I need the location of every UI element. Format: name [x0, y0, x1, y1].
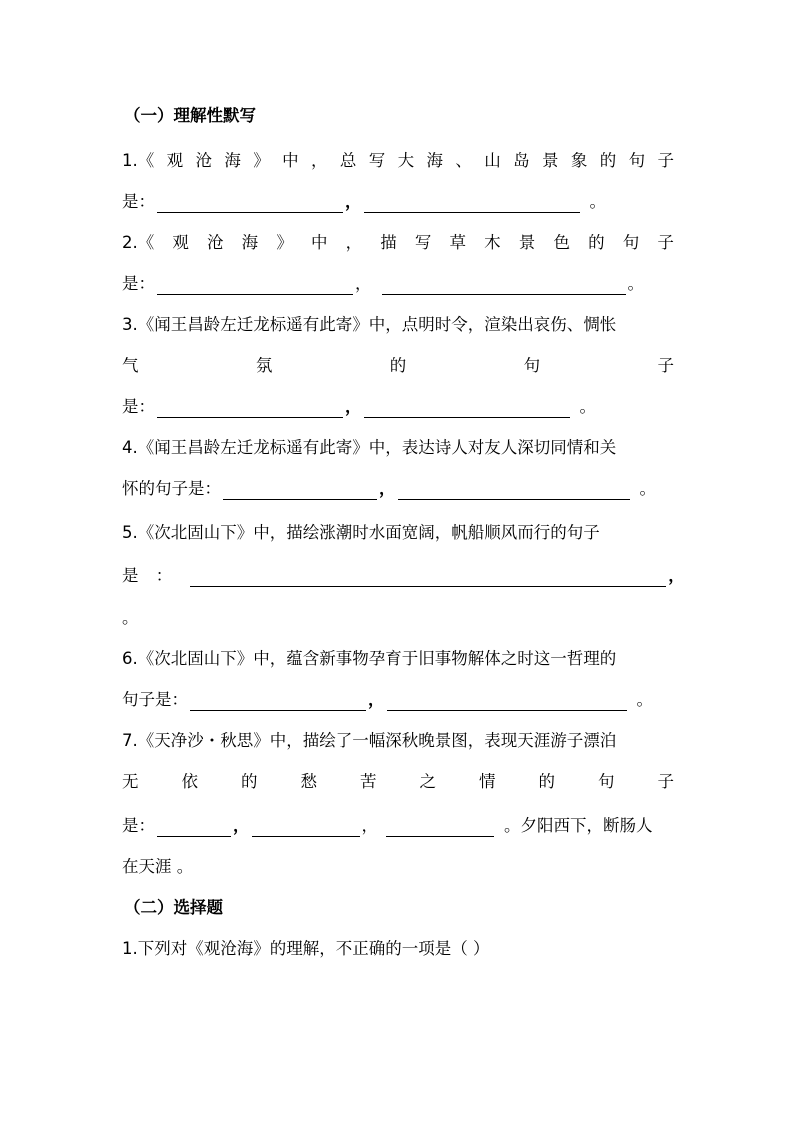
text-char: 句	[622, 233, 640, 252]
answer-blank[interactable]	[157, 814, 231, 837]
question-5-line-3	[122, 603, 674, 633]
text-char: 氛	[255, 356, 273, 375]
question-4-line-1: 4.《闻王昌龄左迁龙标遥有此寄》中，表达诗人对友人深切同情和关	[122, 438, 617, 457]
choice-question-1: 1.下列对《观沧海》的理解，不正确的一项是（ ）	[122, 939, 490, 958]
question-7-line-2	[122, 767, 674, 797]
answer-blank[interactable]	[157, 190, 343, 213]
question-2-line-2	[122, 269, 674, 299]
answer-prefix: 怀的句子是：	[122, 479, 221, 498]
text-char: 草	[449, 233, 467, 252]
question-7-line-3	[122, 811, 674, 841]
text-char: 沧	[195, 151, 212, 170]
text-char: 子	[657, 356, 674, 375]
text-char: 色	[553, 233, 570, 252]
section-heading-multiple-choice: （二）选择题	[124, 898, 223, 917]
question-number: 1.	[122, 151, 138, 170]
text-char: 子	[657, 233, 674, 252]
text-char: 写	[414, 233, 432, 252]
answer-prefix: 是：	[122, 274, 155, 293]
text-char: 气	[122, 356, 139, 375]
question-1-line-2	[122, 187, 674, 217]
text-char: 之	[419, 772, 436, 791]
answer-blank[interactable]	[382, 272, 626, 295]
question-3-line-3	[122, 392, 674, 422]
text-char: 》	[253, 151, 270, 170]
text-char: 《	[137, 233, 155, 252]
text-char: 景	[542, 151, 559, 170]
question-7-line-4: 在天涯 。	[122, 857, 194, 876]
question-3-line-2	[122, 351, 674, 381]
text-char: 观	[172, 233, 189, 252]
period: 。	[639, 479, 656, 498]
text-char: 描	[380, 233, 397, 252]
comma: ，	[368, 690, 385, 709]
text-char: 象	[570, 151, 588, 170]
text-char: 《	[137, 151, 155, 170]
answer-blank[interactable]	[190, 688, 366, 711]
line-tail: 。夕阳西下，断肠人	[504, 816, 653, 835]
answer-blank[interactable]	[190, 564, 666, 587]
text-char: ，	[345, 233, 363, 252]
question-6-line-2	[122, 685, 674, 715]
section-heading-dictation: （一）理解性默写	[124, 106, 256, 125]
text-char: 写	[368, 151, 386, 170]
period: 。	[636, 690, 653, 709]
question-6-line-1: 6.《次北固山下》中，蕴含新事物孕育于旧事物解体之时这一哲理的	[122, 649, 617, 668]
text-char: 无	[122, 772, 139, 791]
text-char: 的	[588, 233, 605, 252]
question-1-line-1	[122, 146, 674, 176]
comma: ，	[361, 816, 378, 835]
question-number: 2.	[122, 233, 138, 252]
answer-prefix: 是：	[122, 816, 155, 835]
text-char: 沧	[207, 233, 224, 252]
comma: ，	[345, 397, 362, 416]
answer-blank[interactable]	[387, 688, 627, 711]
text-char: 中	[310, 233, 328, 252]
text-char: 苦	[360, 772, 377, 791]
question-5-line-2	[122, 561, 685, 591]
text-char: 木	[484, 233, 501, 252]
text-char: 景	[518, 233, 536, 252]
question-4-line-2	[122, 474, 674, 504]
text-char: 子	[657, 151, 674, 170]
question-lead	[122, 228, 154, 258]
text-char: 愁	[300, 772, 317, 791]
answer-prefix: 是：	[122, 192, 155, 211]
period: 。	[122, 608, 139, 627]
text-char: 总	[339, 151, 357, 170]
text-char: 岛	[513, 151, 530, 170]
question-5-line-1: 5.《次北固山下》中，描绘涨潮时水面宽阔，帆船顺风而行的句子	[122, 523, 600, 542]
text-char: 山	[484, 151, 501, 170]
text-char: 中	[282, 151, 299, 170]
question-2-line-1	[122, 228, 674, 258]
answer-prefix: 是：	[122, 397, 155, 416]
answer-blank[interactable]	[364, 395, 570, 418]
answer-prefix: 句子是：	[122, 690, 188, 709]
comma: ，	[345, 192, 362, 211]
text-char: 依	[181, 772, 198, 791]
text-char: ，	[311, 151, 328, 170]
text-char: 》	[276, 233, 293, 252]
text-char: 的	[241, 772, 258, 791]
text-char: 子	[657, 772, 674, 791]
answer-prefix: 是 ：	[122, 566, 179, 585]
question-3-line-1: 3.《闻王昌龄左迁龙标遥有此寄》中，点明时令，渲染出哀伤、惆怅	[122, 315, 617, 334]
period: 。	[589, 192, 606, 211]
period: 。	[579, 397, 596, 416]
text-char: 观	[166, 151, 184, 170]
text-char: 海	[426, 151, 443, 170]
text-char: 的	[599, 151, 617, 170]
answer-blank[interactable]	[364, 190, 580, 213]
answer-blank[interactable]	[157, 272, 353, 295]
text-char: 的	[538, 772, 555, 791]
answer-blank[interactable]	[252, 814, 360, 837]
comma: ，	[668, 566, 685, 585]
answer-blank[interactable]	[398, 477, 630, 500]
text-char: 情	[479, 772, 496, 791]
comma: ，	[355, 274, 372, 293]
text-char: 的	[389, 356, 407, 375]
text-char: 句	[628, 151, 646, 170]
text-char: 海	[241, 233, 259, 252]
text-char: 大	[397, 151, 415, 170]
text-char: 句	[523, 356, 541, 375]
text-char: 、	[455, 151, 472, 170]
question-7-line-1: 7.《天净沙・秋思》中，描绘了一幅深秋晚景图，表现天涯游子漂泊	[122, 731, 617, 750]
answer-blank[interactable]	[157, 395, 343, 418]
comma: ，	[379, 479, 396, 498]
answer-blank[interactable]	[223, 477, 377, 500]
text-char: 海	[224, 151, 241, 170]
period: 。	[627, 274, 644, 293]
comma: ，	[233, 816, 250, 835]
text-char: 句	[598, 772, 615, 791]
answer-blank[interactable]	[386, 814, 494, 837]
question-lead	[122, 146, 154, 176]
